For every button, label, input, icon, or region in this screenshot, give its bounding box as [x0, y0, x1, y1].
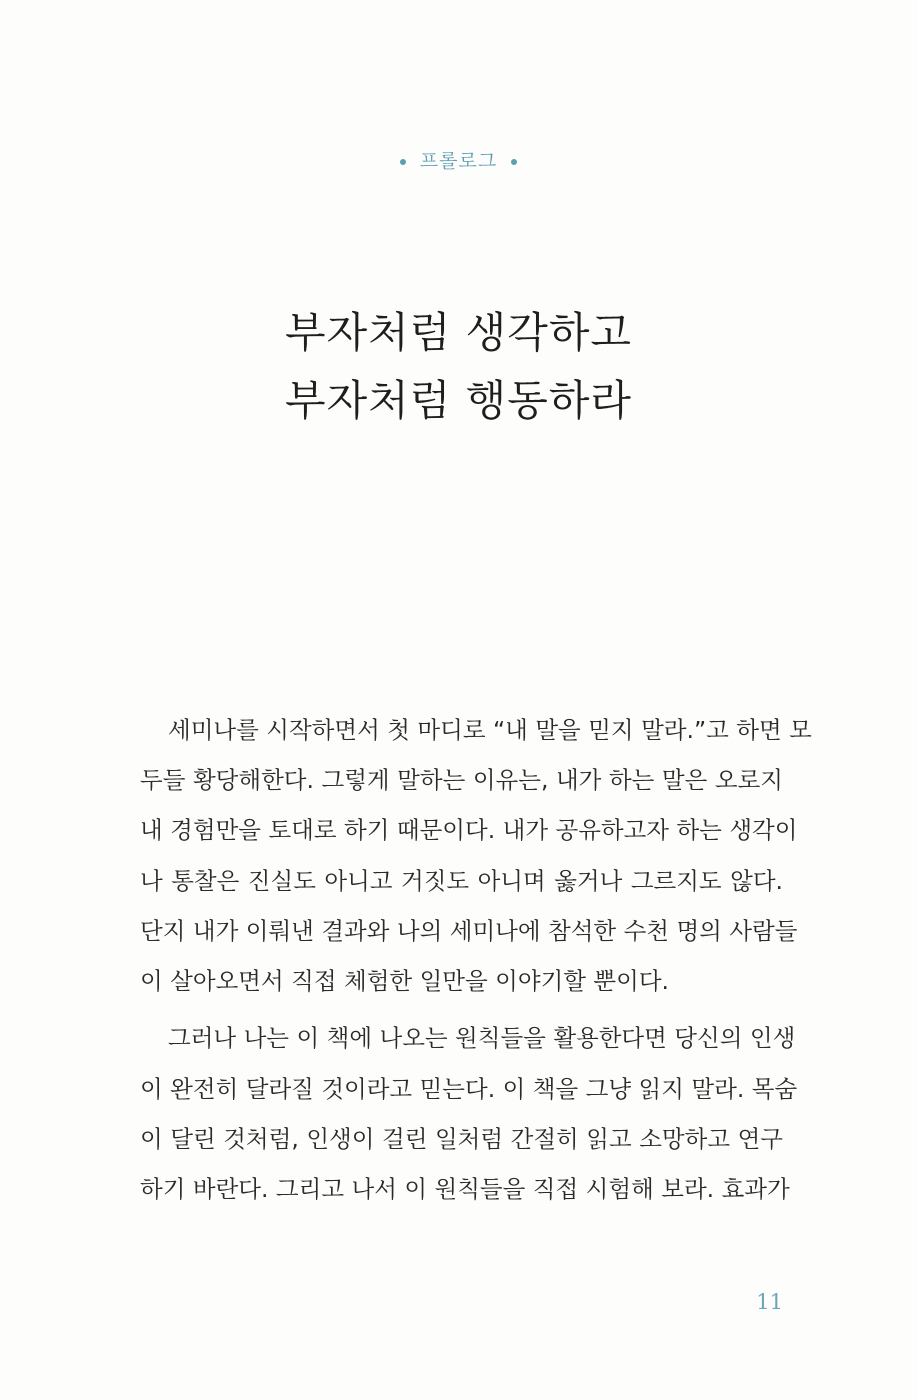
text-line: 이 완전히 달라질 것이라고 믿는다. 이 책을 그냥 읽지 말라. 목숨: [140, 1075, 798, 1103]
text-line: 두들 황당해한다. 그렇게 말하는 이유는, 내가 하는 말은 오로지: [140, 766, 783, 794]
text-line: 이 달린 것처럼, 인생이 걸린 일처럼 간절히 읽고 소망하고 연구: [140, 1125, 783, 1153]
chapter-label: [0, 146, 917, 173]
text-line: 세미나를 시작하면서 첫 마디로 “내 말을 믿지 말라.”고 하면 모: [168, 716, 812, 744]
page-title-line-1: 부자처럼 생각하고: [285, 308, 632, 357]
text-line: 이 살아오면서 직접 체험한 일만을 이야기할 뿐이다.: [140, 967, 670, 995]
text-line: 그러나 나는 이 책에 나오는 원칙들을 활용한다면 당신의 인생: [168, 1024, 796, 1052]
text-line: 내 경험만을 토대로 하기 때문이다. 내가 공유하고자 하는 생각이: [140, 816, 798, 844]
chapter-label-text: 프롤로그: [419, 150, 498, 172]
text-line: 단지 내가 이뤄낸 결과와 나의 세미나에 참석한 수천 명의 사람들: [140, 917, 798, 945]
page-number: 11: [756, 1290, 783, 1314]
bullet-dot-icon: [511, 159, 517, 165]
text-line: 하기 바란다. 그리고 나서 이 원칙들을 직접 시험해 보라. 효과가: [140, 1175, 790, 1203]
text-line: 나 통찰은 진실도 아니고 거짓도 아니며 옳거나 그르지도 않다.: [140, 867, 783, 895]
page-title-line-2: 부자처럼 행동하라: [285, 376, 632, 425]
bullet-dot-icon: [400, 159, 406, 165]
